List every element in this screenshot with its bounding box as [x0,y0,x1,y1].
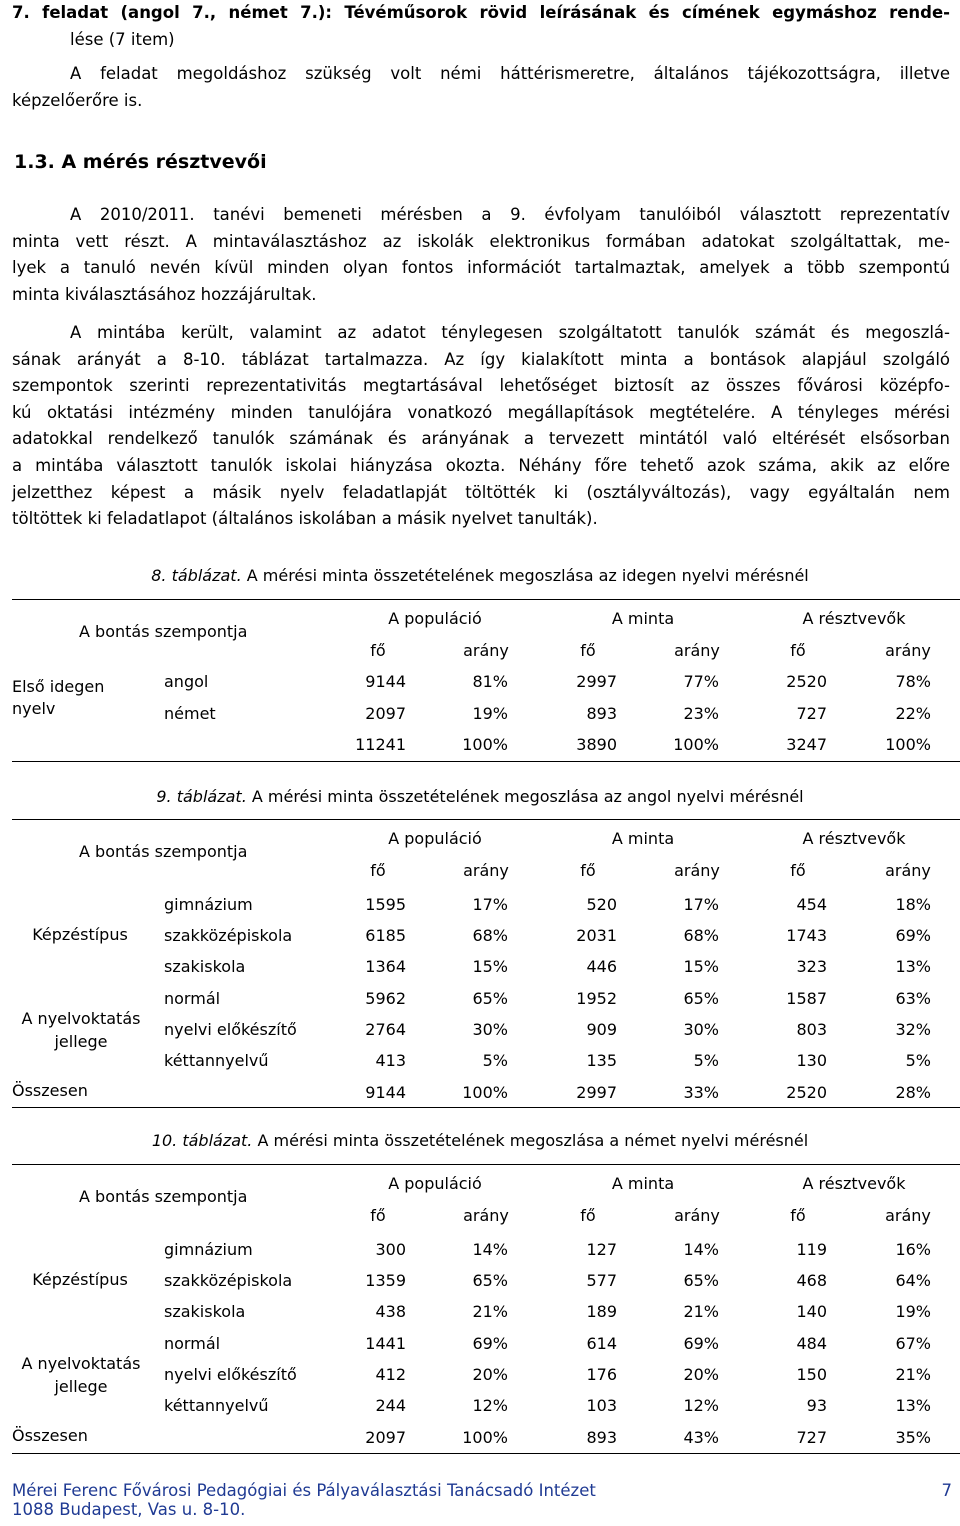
col-subheader-fo: fő [580,1206,596,1225]
cell-value: 520 [586,895,617,914]
cell-value: 893 [586,1428,617,1447]
cell-value: 2997 [576,1083,617,1102]
cell-value: 244 [375,1396,406,1415]
cell-value: 438 [375,1302,406,1321]
cell-value: 20% [472,1365,508,1384]
body-line: töltöttek ki feladatlapot (általános iskolában a másik nyelvet tanulták). [12,509,598,529]
cell-value: 119 [796,1240,827,1259]
col-header-bontas: A bontás szempontja [79,622,248,641]
cell-value: 446 [586,957,617,976]
col-header-bontas: A bontás szempontja [79,842,248,861]
cell-value: 1952 [576,989,617,1008]
cell-value: 468 [796,1271,827,1290]
cell-value: 15% [472,957,508,976]
cell-value: 19% [895,1302,931,1321]
col-subheader-arany: arány [674,1206,720,1225]
cell-value: 78% [895,672,931,691]
cell-value: 13% [895,1396,931,1415]
cell-value: 21% [683,1302,719,1321]
total-label: Összesen [12,1081,88,1100]
col-header-resztvevok: A résztvevők [802,829,906,848]
cell-value: 64% [895,1271,931,1290]
table10-caption-text: A mérési minta összetételének megoszlása a német nyelvi mérésnél [252,1131,809,1150]
cell-value: 5% [693,1051,719,1070]
col-subheader-fo: fő [580,861,596,880]
col-subheader-fo: fő [790,641,806,660]
cell-value: 21% [895,1365,931,1384]
body-line: A 2010/2011. tanévi bemeneti mérésben a 9. évfolyam tanulóiból választott reprezentatív [70,205,950,224]
cell-value: 2520 [786,672,827,691]
col-subheader-fo: fő [790,861,806,880]
cell-value: 11241 [355,735,406,754]
cell-value: 93 [806,1396,827,1415]
body-paragraph-1 [12,202,950,308]
cell-value: 5962 [365,989,406,1008]
row-label: nyelvi előkészítő [164,1020,297,1039]
table10-caption [0,1131,960,1150]
table-rule [12,819,960,820]
col-header-populacio: A populáció [388,1174,482,1193]
cell-value: 1587 [786,989,827,1008]
row-label: német [164,704,216,723]
cell-value: 323 [796,957,827,976]
cell-value: 1595 [365,895,406,914]
cell-value: 81% [472,672,508,691]
col-subheader-arany: arány [463,1206,509,1225]
cell-value: 63% [895,989,931,1008]
cell-value: 127 [586,1240,617,1259]
group-label: Képzéstípus [32,1270,128,1289]
col-subheader-fo: fő [370,641,386,660]
cell-value: 2097 [365,1428,406,1447]
group-label: Első idegen nyelv [12,677,105,718]
row-label: normál [164,1334,221,1353]
body-paragraph-2 [12,320,950,533]
table8-caption-text: A mérési minta összetételének megoszlása az idegen nyelvi mérésnél [241,566,809,585]
table9-caption-text: A mérési minta összetételének megoszlása az angol nyelvi mérésnél [246,787,804,806]
body-line: sának arányát a 8-10. táblázat tartalmazza. Az így kialakított minta a bontások alapjául szolgáló [12,349,950,369]
cell-value: 6185 [365,926,406,945]
cell-value: 65% [472,1271,508,1290]
col-subheader-arany: arány [674,861,720,880]
cell-value: 2764 [365,1020,406,1039]
row-label: szakiskola [164,1302,246,1321]
body-line: szempontok szerinti reprezentativitás megtartásával lehetőséget biztosít az összes fővárosi középfo- [12,376,950,396]
col-header-minta: A minta [611,609,675,628]
cell-value: 19% [472,704,508,723]
cell-value: 9144 [365,672,406,691]
cell-value: 140 [796,1302,827,1321]
cell-value: 20% [683,1365,719,1384]
cell-value: 2520 [786,1083,827,1102]
table-rule [12,599,960,600]
col-subheader-arany: arány [463,861,509,880]
col-header-populacio: A populáció [388,829,482,848]
body-line: minta kiválasztásához hozzájárultak. [12,284,317,304]
col-subheader-arany: arány [463,641,509,660]
row-label: szakközépiskola [164,926,293,945]
cell-value: 68% [683,926,719,945]
col-subheader-arany: arány [885,861,931,880]
cell-value: 69% [895,926,931,945]
cell-value: 68% [472,926,508,945]
cell-value: 32% [895,1020,931,1039]
col-header-resztvevok: A résztvevők [802,1174,906,1193]
footer [12,1481,952,1519]
footer-institute: Mérei Ferenc Fővárosi Pedagógiai és Pályaválasztási Tanácsadó Intézet [12,1481,596,1500]
cell-value: 176 [586,1365,617,1384]
row-label: normál [164,989,221,1008]
table-rule [12,1453,960,1454]
cell-value: 17% [472,895,508,914]
cell-value: 23% [683,704,719,723]
body-line: adatokkal rendelkező tanulók számának és arányának a tervezett mintától való eltérését elsősorban [12,429,950,449]
section-title: 1.3. A mérés résztvevői [14,151,267,173]
col-subheader-fo: fő [580,641,596,660]
footer-address: 1088 Budapest, Vas u. 8-10. [12,1500,246,1519]
group-label: Képzéstípus [32,925,128,944]
item7-note-line: képzelőerőre is. [12,90,143,110]
cell-value: 22% [895,704,931,723]
cell-value: 2097 [365,704,406,723]
table-rule [12,1107,960,1108]
table8-caption [0,566,960,585]
cell-value: 43% [683,1428,719,1447]
body-line: jelzetthez képest a másik nyelv feladatlapját töltötték ki (osztályváltozás), vagy egyáltalán nem [12,482,950,502]
table10-caption-number: 10. táblázat. [151,1131,253,1150]
item7-note [12,61,950,114]
cell-value: 909 [586,1020,617,1039]
table9-caption-number: 9. táblázat. [156,787,247,806]
table-rule [12,1164,960,1165]
body-line: kú oktatási intézmény minden tanulójára vonatkozó megállapítások megtételére. A tényleges mérési [12,402,950,422]
row-label: angol [164,672,209,691]
item7-note-line: A feladat megoldáshoz szükség volt némi háttérismeretre, általános tájékozottságra, illetve [70,64,950,83]
cell-value: 100% [462,1083,508,1102]
cell-value: 16% [895,1240,931,1259]
col-subheader-fo: fő [790,1206,806,1225]
item7-heading-line: lése (7 item) [70,29,175,49]
cell-value: 77% [683,672,719,691]
cell-value: 2031 [576,926,617,945]
body-line: lyek a tanuló nevén kívül minden olyan fontos információt tartalmaztak, amelyek a több szempontú [12,258,950,278]
cell-value: 150 [796,1365,827,1384]
cell-value: 35% [895,1428,931,1447]
col-subheader-arany: arány [885,641,931,660]
body-line: A mintába került, valamint az adatot ténylegesen szolgáltatott tanulók számát és megoszlá- [70,323,950,342]
row-label: gimnázium [164,895,253,914]
col-subheader-fo: fő [370,861,386,880]
group-label: A nyelvoktatás jellege [21,1009,141,1051]
cell-value: 412 [375,1365,406,1384]
col-header-populacio: A populáció [388,609,482,628]
cell-value: 28% [895,1083,931,1102]
cell-value: 803 [796,1020,827,1039]
col-subheader-fo: fő [370,1206,386,1225]
cell-value: 2997 [576,672,617,691]
cell-value: 33% [683,1083,719,1102]
col-header-minta: A minta [611,1174,675,1193]
cell-value: 15% [683,957,719,976]
col-header-minta: A minta [611,829,675,848]
col-subheader-arany: arány [674,641,720,660]
cell-value: 100% [462,1428,508,1447]
cell-value: 1364 [365,957,406,976]
table9-caption [0,787,960,806]
cell-value: 14% [683,1240,719,1259]
cell-value: 727 [796,704,827,723]
cell-value: 21% [472,1302,508,1321]
cell-value: 100% [673,735,719,754]
cell-value: 614 [586,1334,617,1353]
item7-heading [12,0,950,53]
cell-value: 30% [472,1020,508,1039]
cell-value: 9144 [365,1083,406,1102]
cell-value: 30% [683,1020,719,1039]
cell-value: 69% [683,1334,719,1353]
cell-value: 454 [796,895,827,914]
cell-value: 12% [683,1396,719,1415]
group-label: A nyelvoktatás jellege [21,1354,141,1396]
cell-value: 727 [796,1428,827,1447]
cell-value: 1743 [786,926,827,945]
col-subheader-arany: arány [885,1206,931,1225]
cell-value: 18% [895,895,931,914]
cell-value: 135 [586,1051,617,1070]
cell-value: 893 [586,704,617,723]
cell-value: 3890 [576,735,617,754]
cell-value: 5% [905,1051,931,1070]
cell-value: 1359 [365,1271,406,1290]
cell-value: 67% [895,1334,931,1353]
row-label: szakiskola [164,957,246,976]
row-label: nyelvi előkészítő [164,1365,297,1384]
cell-value: 14% [472,1240,508,1259]
cell-value: 65% [472,989,508,1008]
cell-value: 3247 [786,735,827,754]
cell-value: 65% [683,1271,719,1290]
cell-value: 17% [683,895,719,914]
cell-value: 484 [796,1334,827,1353]
cell-value: 12% [472,1396,508,1415]
body-line: a mintába választott tanulók iskolai hiányzása okozta. Néhány főre tehető azok száma, akik az előre [12,455,950,475]
cell-value: 130 [796,1051,827,1070]
col-header-resztvevok: A résztvevők [802,609,906,628]
cell-value: 100% [885,735,931,754]
table-rule [12,761,960,762]
row-label: szakközépiskola [164,1271,293,1290]
row-label: kéttannyelvű [164,1051,269,1070]
page-number: 7 [941,1481,952,1500]
cell-value: 577 [586,1271,617,1290]
col-header-bontas: A bontás szempontja [79,1187,248,1206]
cell-value: 65% [683,989,719,1008]
row-label: kéttannyelvű [164,1396,269,1415]
total-label: Összesen [12,1426,88,1445]
cell-value: 103 [586,1396,617,1415]
item7-heading-line: 7. feladat (angol 7., német 7.): Tévéműsorok rövid leírásának és címének egymáshoz rende- [12,3,950,22]
cell-value: 100% [462,735,508,754]
cell-value: 189 [586,1302,617,1321]
row-label: gimnázium [164,1240,253,1259]
cell-value: 1441 [365,1334,406,1353]
cell-value: 413 [375,1051,406,1070]
table8-caption-number: 8. táblázat. [151,566,242,585]
cell-value: 69% [472,1334,508,1353]
cell-value: 5% [482,1051,508,1070]
body-line: minta vett részt. A mintaválasztáshoz az iskolák elektronikus formában adatokat szolgáltattak, me- [12,231,950,251]
cell-value: 300 [375,1240,406,1259]
cell-value: 13% [895,957,931,976]
